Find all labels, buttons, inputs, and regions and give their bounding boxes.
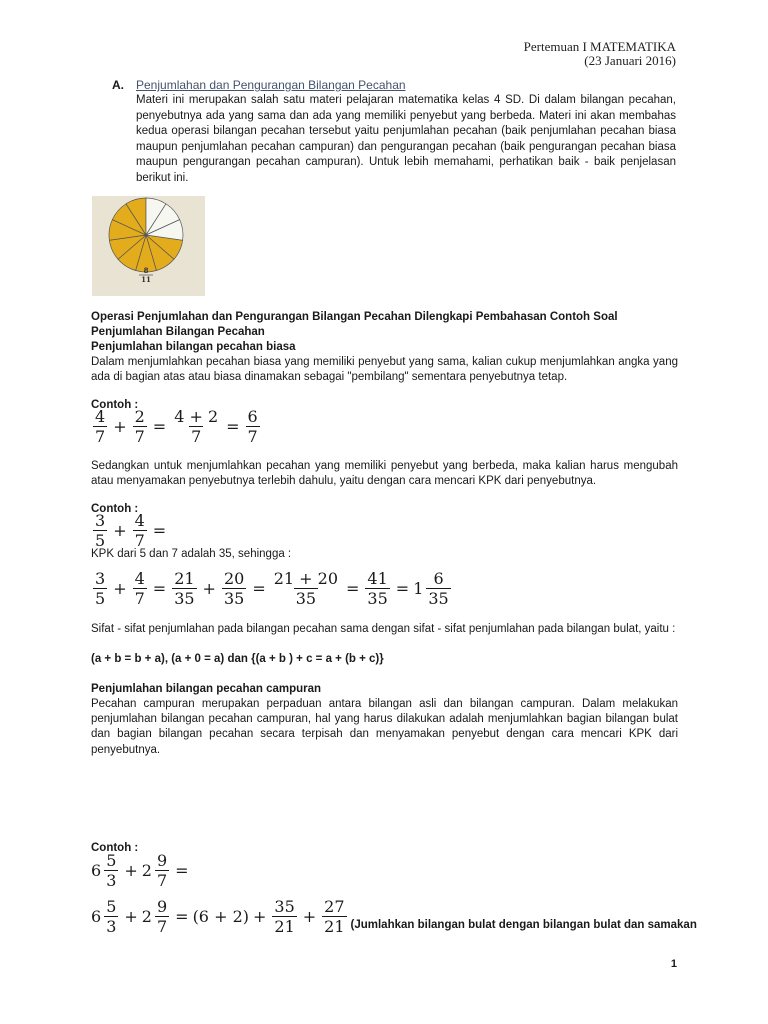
fraction: $\frac{35}{21}$ xyxy=(274,897,295,936)
fraction: $\frac{6}{7}$ xyxy=(247,407,258,446)
sifat-paragraph: Sifat - sifat penjumlahan pada bilangan pecahan sama dengan sifat - sifat penjumlahan pada bilangan bulat, yaitu : xyxy=(91,623,676,635)
paragraph-different-denominator: Sedangkan untuk menjumlahkan pecahan yang memiliki penyebut yang berbeda, maka kalian harus mengubah atau menyamakan penyebutnya terlebih dahulu, yaitu dengan cara mencari KPK dari penyebutnya. xyxy=(91,460,678,488)
page-number: 1 xyxy=(670,958,677,970)
heading-pecahan-campuran: Penjumlahan bilangan pecahan campuran xyxy=(91,683,322,695)
fraction: $\frac{4}{7}$ xyxy=(134,511,145,550)
pie-chart xyxy=(92,196,205,296)
fraction: $\frac{21 + 20}{35}$ xyxy=(273,569,339,608)
paragraph-same-denominator: Dalam menjumlahkan pecahan biasa yang memiliki penyebut yang sama, kalian cukup menjumlahkan angka yang ada di bagian atas atau biasa dinamakan sebagai "pembilang" sementara penyebutnya tetap. xyxy=(91,356,678,384)
page-header xyxy=(524,40,676,68)
heading-pecahan-biasa: Penjumlahan bilangan pecahan biasa xyxy=(91,341,296,353)
fraction: $\frac{4 + 2}{7}$ xyxy=(174,407,219,446)
header-meeting-title: Pertemuan I MATEMATIKA xyxy=(523,39,676,54)
paragraph-mixed-fractions: Pecahan campuran merupakan perpaduan antara bilangan asli dan bilangan campuran. Dalam melakukan penjumlahan bilangan pecahan campuran, hal yang harus dilakukan adalah menjumlahkan bagian bilangan bulat dan bagian bilangan pecahan secara terpisah dan menyamakan penyebut dengan cara mencari KPK dari penyebutnya. xyxy=(91,698,678,756)
heading-penjumlahan: Penjumlahan Bilangan Pecahan xyxy=(91,326,265,338)
fraction-pie-figure xyxy=(92,196,205,296)
fraction: $\frac{6}{35}$ xyxy=(428,569,449,608)
kpk-statement: KPK dari 5 dan 7 adalah 35, sehingga : xyxy=(91,548,292,560)
pie-fraction-numerator: 8 xyxy=(143,266,149,275)
contoh-label-1: Contoh : xyxy=(91,399,139,411)
fraction: $\frac{5}{3}$ xyxy=(106,851,117,890)
fraction: $\frac{27}{21}$ xyxy=(324,897,345,936)
intro-paragraph: Materi ini merupakan salah satu materi pelajaran matematika kelas 4 SD. Di dalam bilangan pecahan, penyebutnya ada yang sama dan ada yang memiliki penyebut yang berbeda. Materi ini akan membahas kedua operasi bilangan pecahan tersebut yaitu penjumlahan pecahan (baik penjumlahan pecahan biasa maupun penjumlahan pecahan campuran) dan pengurangan pecahan (baik pengurangan pecahan biasa maupun pengurangan pecahan campuran). Untuk lebih memahami, perhatikan baik - baik penjelasan berikut ini. xyxy=(136,94,676,184)
equation-1: $\frac{4}{7}$ + $\frac{2}{7}$ = $\frac{4 + 2}{7}$ = $\frac{6}{7}$ xyxy=(95,407,258,446)
fraction: $\frac{3}{5}$ xyxy=(95,511,106,550)
equation-4: 6 $\frac{5}{3}$ + 2 $\frac{9}{7}$ = xyxy=(91,851,189,890)
equation-5-note: (Jumlahkan bilangan bulat dengan bilangan bulat dan samakan xyxy=(350,919,697,931)
equation-5: 6 $\frac{5}{3}$ + 2 $\frac{9}{7}$ = (6 + 2) + $\frac{35}{21}$ + $\frac{27}{21}$ (Jumlahkan bilangan bulat dengan bilangan bulat dan samakan xyxy=(91,897,697,936)
fraction: $\frac{3}{5}$ xyxy=(95,569,106,608)
pie-fraction-denominator: 11 xyxy=(141,275,151,284)
section-heading xyxy=(112,78,406,92)
fraction: $\frac{2}{7}$ xyxy=(134,407,145,446)
heading-operasi: Operasi Penjumlahan dan Pengurangan Bilangan Pecahan Dilengkapi Pembahasan Contoh Soal xyxy=(91,311,618,323)
contoh-label-3: Contoh : xyxy=(91,842,139,854)
fraction: $\frac{21}{35}$ xyxy=(174,569,195,608)
fraction: $\frac{20}{35}$ xyxy=(223,569,245,608)
equation-2: $\frac{3}{5}$ + $\frac{4}{7}$ = xyxy=(95,511,167,550)
sifat-rule: (a + b = b + a), (a + 0 = a) dan {(a + b ) + c = a + (b + c)} xyxy=(91,653,384,665)
fraction: $\frac{41}{35}$ xyxy=(367,569,388,608)
contoh-label-2: Contoh : xyxy=(91,503,139,515)
equation-3: $\frac{3}{5}$ + $\frac{4}{7}$ = $\frac{21}{35}$ + $\frac{20}{35}$ = $\frac{21 + 20}{35}$ = $\frac{41}{35}$ = 1 $\frac{6}{35}$ xyxy=(95,569,449,608)
section-letter: A. xyxy=(112,78,124,92)
fraction: $\frac{9}{7}$ xyxy=(156,897,168,936)
fraction: $\frac{9}{7}$ xyxy=(156,851,168,890)
fraction: $\frac{4}{7}$ xyxy=(134,569,145,608)
fraction: $\frac{4}{7}$ xyxy=(95,407,106,446)
header-date: (23 Januari 2016) xyxy=(584,53,676,68)
fraction: $\frac{5}{3}$ xyxy=(106,897,117,936)
section-title-link[interactable]: Penjumlahan dan Pengurangan Bilangan Pecahan xyxy=(136,78,406,92)
